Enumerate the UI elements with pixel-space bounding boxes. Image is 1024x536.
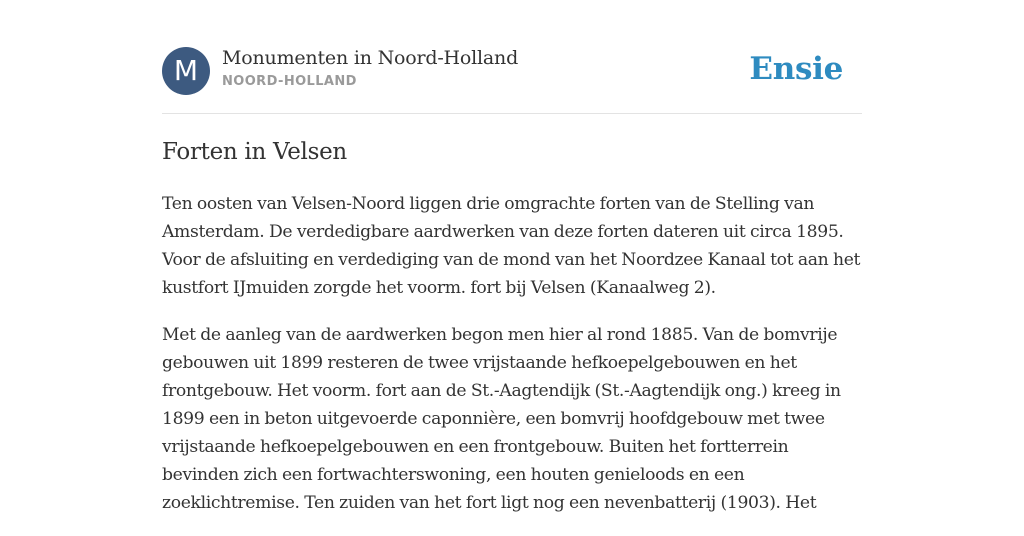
site-title-link[interactable]: Monumenten in Noord-Holland xyxy=(222,47,519,69)
article-body xyxy=(162,190,862,536)
header xyxy=(162,46,862,96)
avatar[interactable]: M xyxy=(162,47,210,95)
brand-logo[interactable]: Ensie xyxy=(749,51,843,87)
site-region-label: NOORD-HOLLAND xyxy=(222,74,357,89)
header-divider xyxy=(162,113,862,114)
article-paragraph: Ten oosten van Velsen-Noord liggen drie omgrachte forten van de Stelling van Amsterdam. De verdedigbare aardwerken van deze forten dateren uit circa 1895. Voor de afsluiting en verdediging van de mond van het Noordzee Kanaal tot aan het kustfort IJmuiden zorgde het voorm. fort bij Velsen (Kanaalweg 2). xyxy=(162,194,861,298)
article-paragraph: Met de aanleg van de aardwerken begon men hier al rond 1885. Van de bomvrije gebouwen uit 1899 resteren de twee vrijstaande hefkoepelgebouwen en het frontgebouw. Het voorm. fort aan de St.-Aagtendijk (St.-Aagtendijk ong.) kreeg in 1899 een in beton uitgevoerde caponnière, een bomvrij hoofdgebouw met twee vrijstaande hefkoepelgebouwen en een frontgebouw. Buiten het fortterrein bevinden zich een fortwachterswoning, een houten genieloods en een zoeklichtremise. Ten zuiden van het fort ligt nog een nevenbatterij (1903). Het xyxy=(162,325,841,513)
article-title: Forten in Velsen xyxy=(162,139,347,165)
